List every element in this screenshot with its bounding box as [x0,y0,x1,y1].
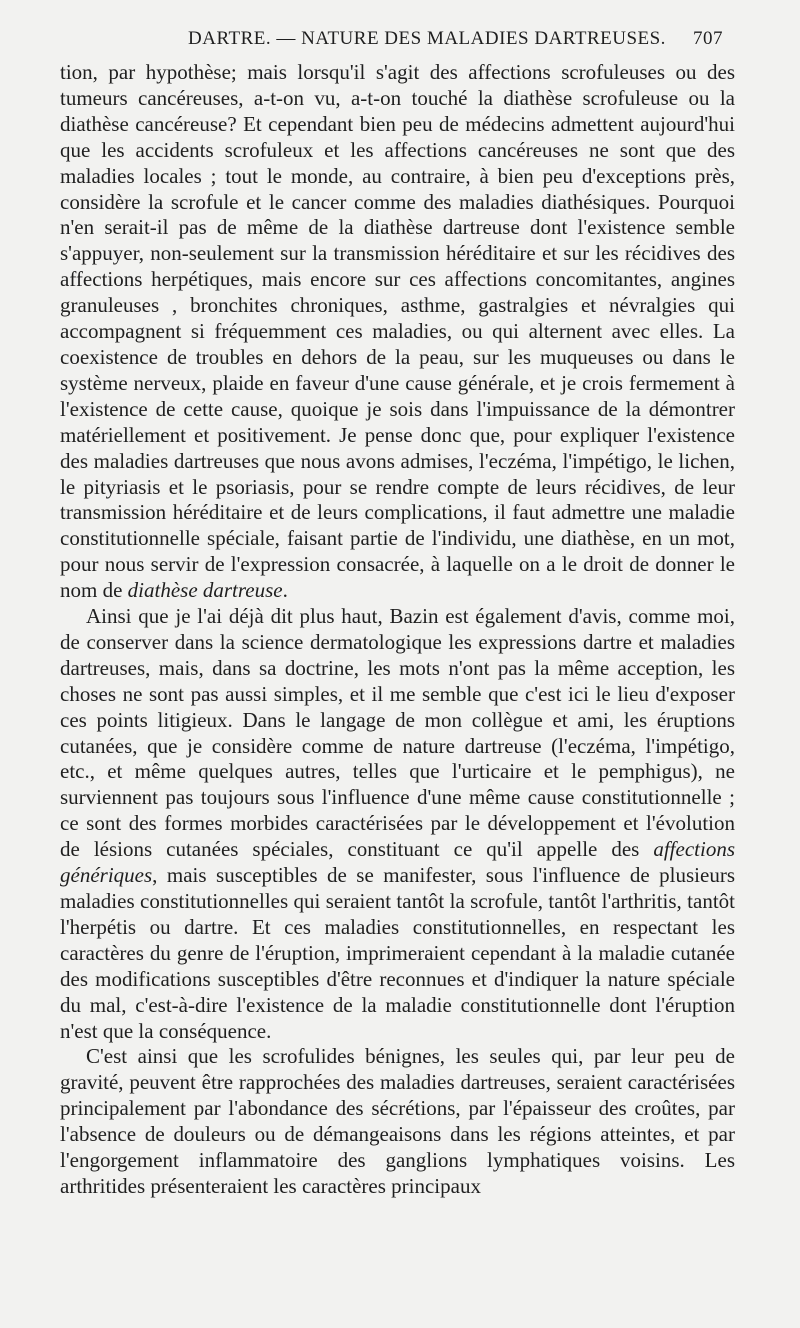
paragraph [60,604,735,1044]
italic-term: affections génériques [60,837,735,888]
running-head [60,28,735,56]
body-text [60,60,735,1200]
paragraph [60,1044,735,1199]
text-run: tion, par hypothèse; mais lorsqu'il s'agit des affections scrofuleuses ou des tumeurs cancéreuses, a-t-on vu, a-t-on touché la diathèse scrofuleuse ou la diathèse cancéreuse? Et cependant bien peu de médecins admettent aujourd'hui que les accidents scrofuleux et les affections cancéreuses ne sont que des maladies locales ; tout le monde, au contraire, à bien peu d'exceptions près, considère la scrofule et le cancer comme des maladies diathésiques. Pourquoi n'en serait-il pas de même de la diathèse dartreuse dont l'existence semble s'appuyer, non-seulement sur la transmission héréditaire et sur les récidives des affections herpétiques, mais encore sur ces affections concomitantes, angines granuleuses , bronchites chroniques, asthme, gastralgies et névralgies qui accompagnent si fréquemment ces maladies, ou qui alternent avec elles. La coexistence de troubles en dehors de la peau, sur les muqueuses ou dans le système nerveux, plaide en faveur d'une cause générale, et je crois fermement à l'existence de cette cause, quoique je sois dans l'impuissance de la démontrer matériellement et positivement. Je pense donc que, pour expliquer l'existence des maladies dartreuses que nous avons admises, l'eczéma, l'impétigo, le lichen, le pityriasis et le psoriasis, pour se rendre compte de leurs récidives, de leur transmission héréditaire et de leurs complications, il faut admettre une maladie constitutionnelle spéciale, faisant partie de l'individu, une diathèse, en un mot, pour nous servir de l'expression consacrée, à laquelle on a le droit de donner le nom de [60,60,735,603]
text-run: Ainsi que je l'ai déjà dit plus haut, Bazin est également d'avis, comme moi, de conserver dans la science dermatologique les expressions dartre et maladies dartreuses, mais, dans sa doctrine, les mots n'ont pas la même acception, les choses ne sont pas aussi simples, et il me semble que c'est ici le lieu d'exposer ces points litigieux. Dans le langage de mon collègue et ami, les éruptions cutanées, que je considère comme de nature dartreuse (l'eczéma, l'impétigo, etc., et même quelques autres, telles que l'urticaire et le pemphigus), ne surviennent pas toujours sous l'influence d'une même cause constitutionnelle ; ce sont des formes morbides caractérisées par le développement et l'évolution de lésions cutanées spéciales, constituant ce qu'il appelle des [60,604,735,862]
text-run: C'est ainsi que les scrofulides bénignes, les seules qui, par leur peu de gravité, peuvent être rapprochées des maladies dartreuses, seraient caractérisées principalement par l'abondance des sécrétions, par l'épaisseur des croûtes, par l'absence de douleurs ou de démangeaisons dans les régions atteintes, et par l'engorgement inflammatoire des ganglions lymphatiques voisins. Les arthritides présenteraient les caractères principaux [60,1044,735,1198]
italic-term: diathèse dartreuse [127,578,283,603]
running-head-title: DARTRE. — NATURE DES MALADIES DARTREUSES. [188,28,666,49]
page-number: 707 [693,28,723,49]
paragraph [60,60,735,604]
text-run: . [282,578,288,603]
text-run: , mais susceptibles de se manifester, sous l'influence de plusieurs maladies constitutionnelles qui seraient tantôt la scrofule, tantôt l'arthritis, tantôt l'herpétis ou dartre. Et ces maladies constitutionnelles, en respectant les caractères du genre de l'éruption, imprimeraient cependant à la maladie cutanée des modifications susceptibles d'être reconnues et d'indiquer la nature spéciale du mal, c'est-à-dire l'existence de la maladie constitutionnelle dont l'éruption n'est que la conséquence. [60,863,735,1043]
